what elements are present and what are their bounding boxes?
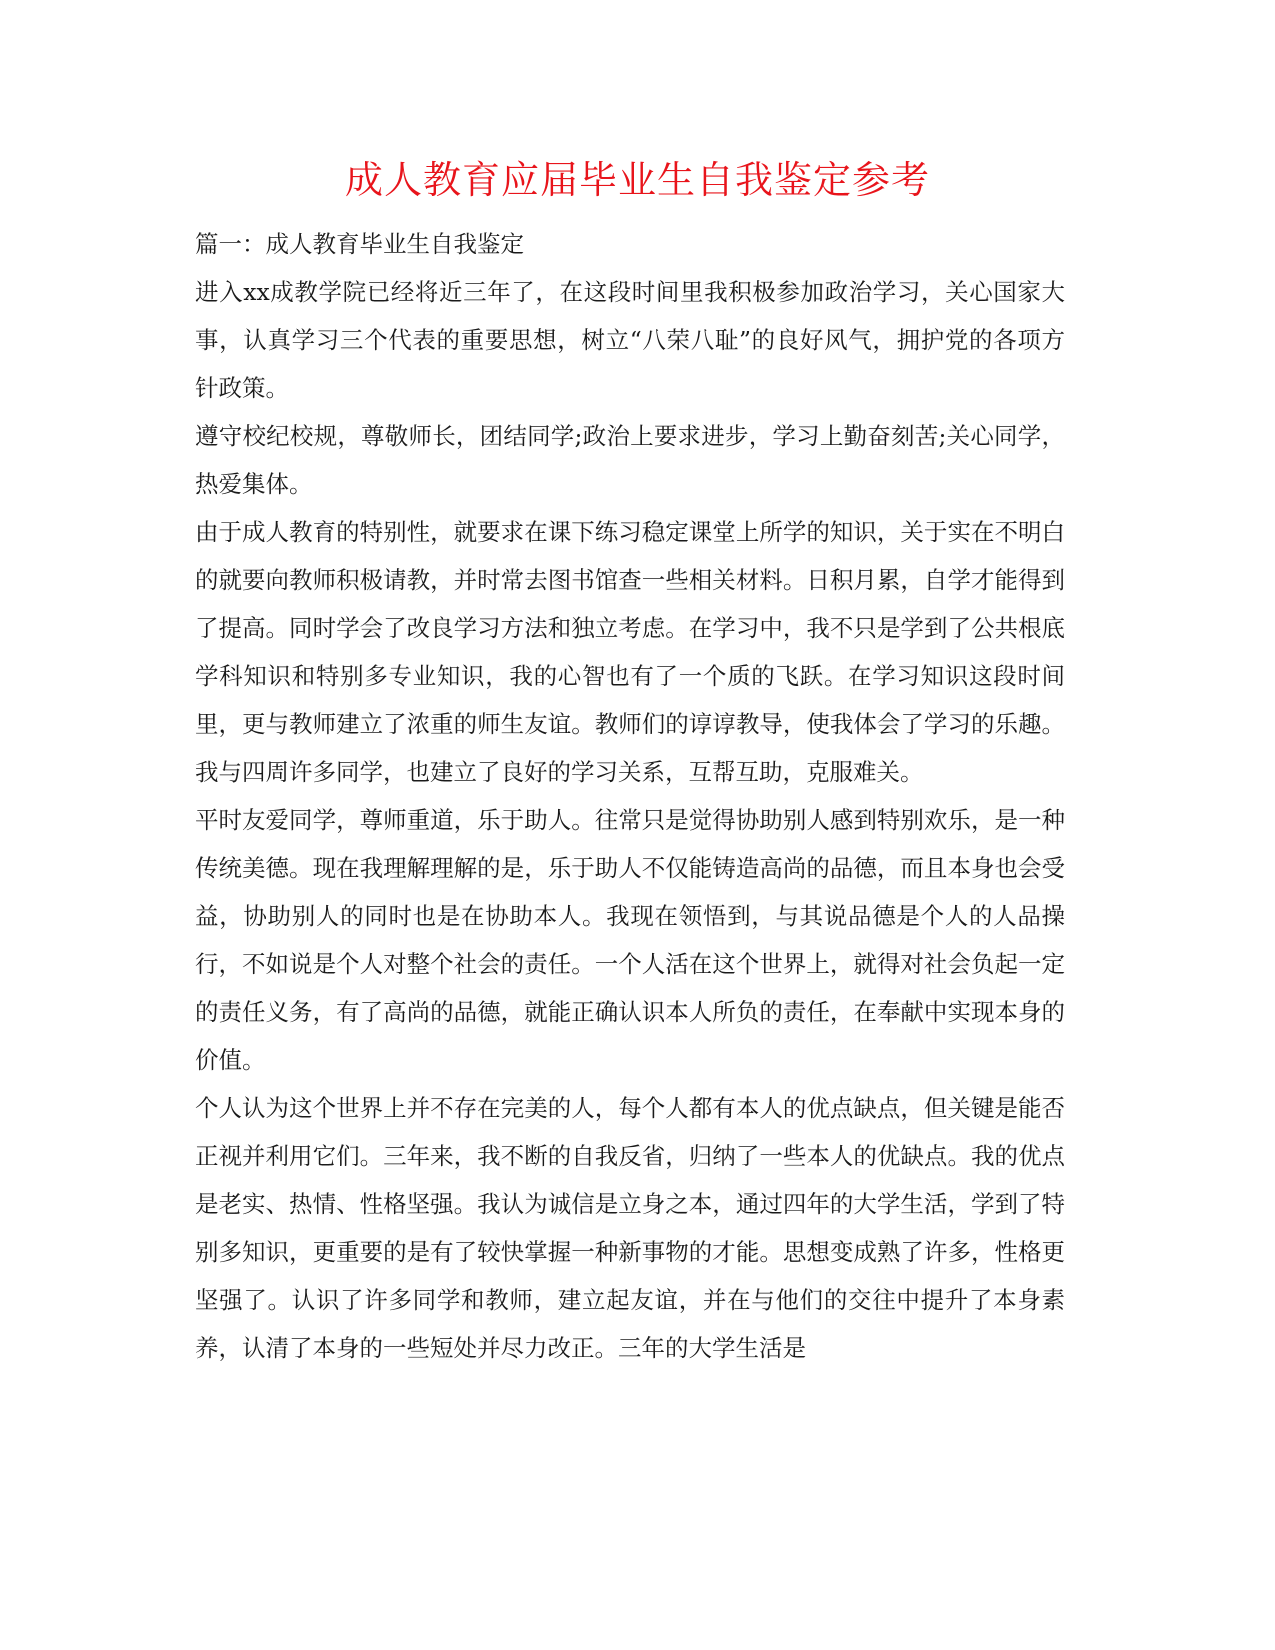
paragraph-4: 平时友爱同学，尊师重道，乐于助人。往常只是觉得协助别人感到特别欢乐，是一种传统美德。现在我理解理解的是，乐于助人不仅能铸造高尚的品德，而且本身也会受益，协助别人的同时也是在协助本人。我现在领悟到，与其说品德是个人的人品操行，不如说是个人对整个社会的责任。一个人活在这个世界上，就得对社会负起一定的责任义务，有了高尚的品德，就能正确认识本人所负的责任，在奉献中实现本身的价值。 xyxy=(195,806,1065,1074)
document-body xyxy=(195,220,1065,1372)
document-title: 成人教育应届毕业生自我鉴定参考 xyxy=(344,158,930,202)
paragraph-5: 个人认为这个世界上并不存在完美的人，每个人都有本人的优点缺点，但关键是能否正视并利用它们。三年来，我不断的自我反省，归纳了一些本人的优缺点。我的优点是老实、热情、性格坚强。我认为诚信是立身之本，通过四年的大学生活，学到了特别多知识，更重要的是有了较快掌握一种新事物的才能。思想变成熟了许多，性格更坚强了。认识了许多同学和教师，建立起友谊，并在与他们的交往中提升了本身素养，认清了本身的一些短处并尽力改正。三年的大学生活是 xyxy=(195,1094,1065,1362)
paragraph-2: 遵守校纪校规，尊敬师长，团结同学;政治上要求进步，学习上勤奋刻苦;关心同学，热爱集体。 xyxy=(195,422,1065,498)
paragraph-1: 进入xx成教学院已经将近三年了，在这段时间里我积极参加政治学习，关心国家大事，认真学习三个代表的重要思想，树立“八荣八耻”的良好风气，拥护党的各项方针政策。 xyxy=(195,278,1065,402)
paragraph-3: 由于成人教育的特别性，就要求在课下练习稳定课堂上所学的知识，关于实在不明白的就要向教师积极请教，并时常去图书馆查一些相关材料。日积月累，自学才能得到了提高。同时学会了改良学习方法和独立考虑。在学习中，我不只是学到了公共根底学科知识和特别多专业知识，我的心智也有了一个质的飞跃。在学习知识这段时间里，更与教师建立了浓重的师生友谊。教师们的谆谆教导，使我体会了学习的乐趣。我与四周许多同学，也建立了良好的学习关系，互帮互助，克服难关。 xyxy=(195,518,1065,786)
section-heading: 篇一：成人教育毕业生自我鉴定 xyxy=(195,230,524,258)
